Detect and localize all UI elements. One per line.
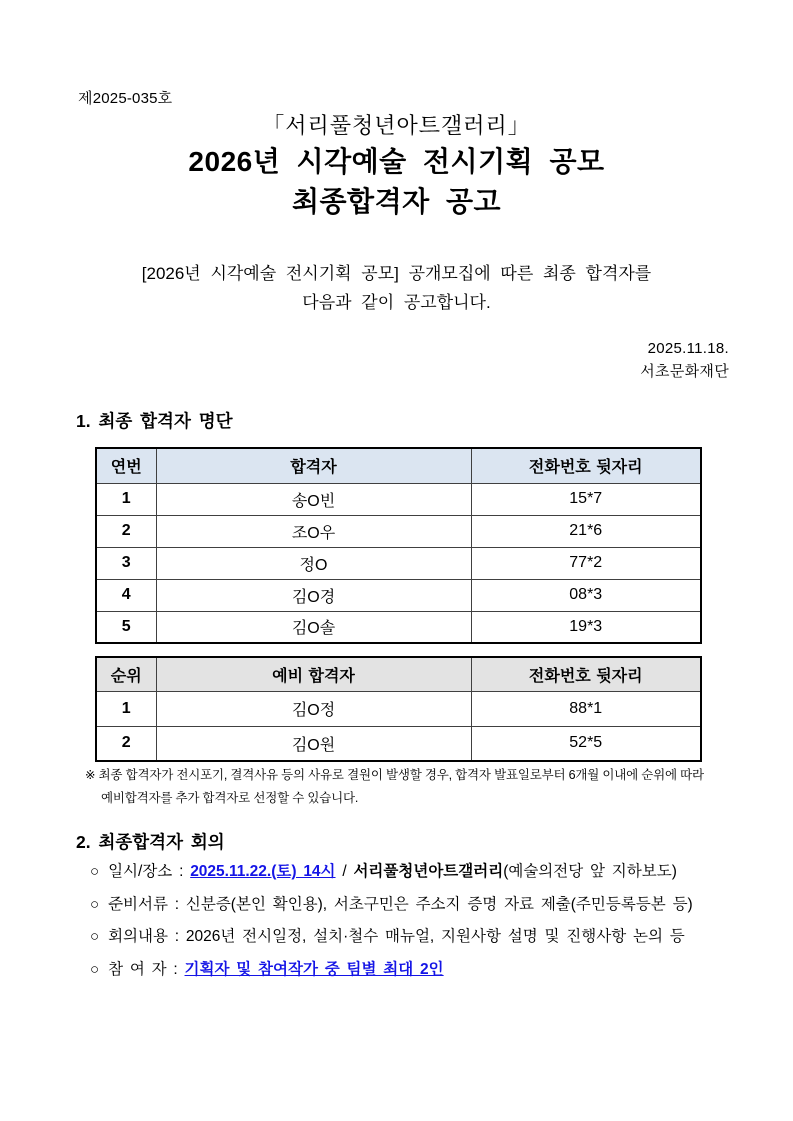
section2-heading: 2. 최종합격자 회의: [76, 832, 225, 852]
circle-bullet-icon: ○: [90, 928, 100, 945]
row-name: 조O우: [156, 515, 471, 547]
table-row: [96, 611, 701, 643]
final-successful-table: [95, 447, 702, 644]
main-title-line2: 최종합격자 공고: [291, 186, 502, 217]
row-name: 김O원: [156, 726, 471, 761]
bullet-separator: :: [166, 960, 185, 978]
footnote-line2: 예비합격자를 추가 합격자로 선정할 수 있습니다.: [101, 791, 359, 805]
bullet-participants: [90, 960, 770, 980]
gallery-title: 「서리풀청년아트갤러리」: [262, 113, 531, 138]
participants-link[interactable]: 기획자 및 참여작가 중 팀별 최대 2인: [184, 960, 444, 978]
bullet-documents: [90, 895, 770, 915]
table-row: [96, 726, 701, 761]
table-row: [96, 547, 701, 579]
row-phone: 77*2: [471, 547, 701, 579]
intro-line2: 다음과 같이 공고합니다.: [302, 293, 491, 312]
title-block: [0, 110, 793, 222]
final-table-header-row: [96, 448, 701, 483]
bullet-label: 회의내용: [108, 928, 168, 945]
bullet-label: 참 여 자: [108, 960, 167, 978]
waitlist-col-header-rank: 순위: [96, 657, 156, 691]
bullet-datetime-venue: [90, 862, 770, 882]
final-col-header-no: 연번: [96, 448, 156, 483]
intro-line1: [2026년 시각예술 전시기획 공모] 공개모집에 따른 최종 합격자를: [141, 264, 652, 283]
main-title-line1: 2026년 시각예술 전시기획 공모: [188, 146, 605, 177]
row-rank: 2: [96, 726, 156, 761]
waitlist-col-header-name: 예비 합격자: [156, 657, 471, 691]
row-phone: 21*6: [471, 515, 701, 547]
doc-number: 제2025-035호: [78, 90, 173, 107]
section1-heading: 1. 최종 합격자 명단: [76, 411, 233, 431]
row-phone: 19*3: [471, 611, 701, 643]
intro-paragraph: [0, 259, 793, 317]
table-row: [96, 483, 701, 515]
bullet-label: 준비서류: [108, 895, 168, 913]
final-col-header-name: 합격자: [156, 448, 471, 483]
bullet-label: 일시/장소: [108, 863, 173, 880]
bullet-separator: :: [167, 928, 186, 945]
bullet-separator: :: [172, 863, 191, 880]
row-name: 정O: [156, 547, 471, 579]
meeting-info-list: [90, 862, 770, 992]
waitlist-table-header-row: [96, 657, 701, 691]
table-row: [96, 691, 701, 726]
footnote-line1: ※ 최종 합격자가 전시포기, 결격사유 등의 사유로 결원이 발생할 경우, 합격자 발표일로부터 6개월 이내에 순위에 따라: [85, 768, 704, 782]
row-phone: 88*1: [471, 691, 701, 726]
row-phone: 15*7: [471, 483, 701, 515]
row-no: 3: [96, 547, 156, 579]
announcement-date: 2025.11.18.: [647, 340, 729, 357]
venue-detail: (예술의전당 앞 지하보도): [503, 863, 677, 880]
bullet-separator: :: [167, 895, 186, 913]
row-phone: 08*3: [471, 579, 701, 611]
row-name: 송O빈: [156, 483, 471, 515]
row-name: 김O솔: [156, 611, 471, 643]
circle-bullet-icon: ○: [90, 895, 100, 913]
waitlist-col-header-phone: 전화번호 뒷자리: [471, 657, 701, 691]
circle-bullet-icon: ○: [90, 960, 100, 978]
meeting-datetime-link[interactable]: 2025.11.22.(토) 14시: [190, 863, 336, 880]
table-row: [96, 579, 701, 611]
organization-name: 서초문화재단: [640, 363, 729, 380]
bullet-text: 신분증(본인 확인용), 서초구민은 주소지 증명 자료 제출(주민등록등본 등): [185, 895, 693, 913]
date-block: [640, 337, 729, 383]
row-no: 5: [96, 611, 156, 643]
row-no: 4: [96, 579, 156, 611]
bullet-agenda: [90, 927, 770, 947]
bullet-text: 2026년 전시일정, 설치·철수 매뉴얼, 지원사항 설명 및 진행사항 논의 등: [185, 928, 685, 945]
row-no: 1: [96, 483, 156, 515]
row-name: 김O정: [156, 691, 471, 726]
circle-bullet-icon: ○: [90, 863, 100, 880]
waitlist-table: [95, 656, 702, 762]
footnote: [85, 764, 745, 810]
venue-name: 서리풀청년아트갤러리: [353, 863, 504, 880]
row-no: 2: [96, 515, 156, 547]
row-phone: 52*5: [471, 726, 701, 761]
row-name: 김O경: [156, 579, 471, 611]
bullet-middle: /: [335, 863, 354, 880]
final-col-header-phone: 전화번호 뒷자리: [471, 448, 701, 483]
row-rank: 1: [96, 691, 156, 726]
table-row: [96, 515, 701, 547]
